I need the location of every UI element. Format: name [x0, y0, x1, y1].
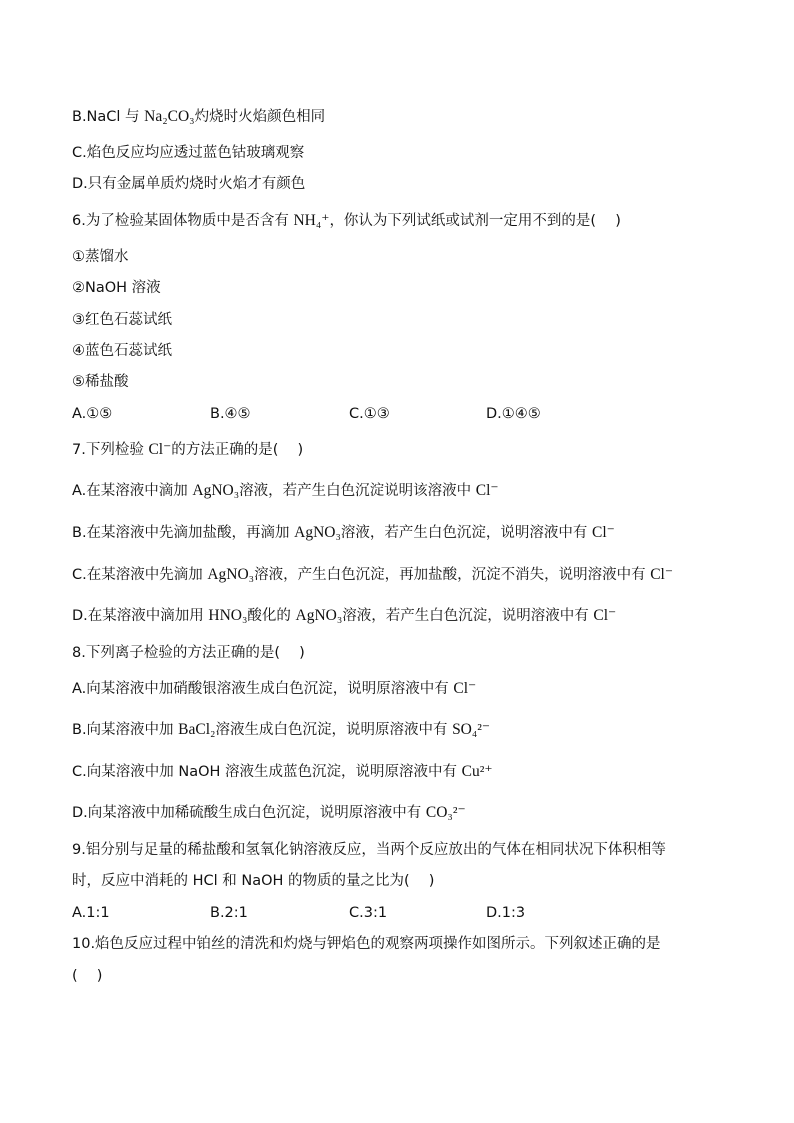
q6-item-3: ③红色石蕊试纸 — [72, 312, 172, 328]
q7-option-a: A.在某溶液中滴加 AgNO₃溶液，若产生白色沉淀说明该溶液中 Cl⁻ — [72, 482, 499, 499]
formula: AgNO₃ — [295, 607, 343, 624]
q9-option-b: B.2:1 — [210, 905, 248, 921]
formula: Cl⁻ — [593, 607, 617, 624]
formula: SO₄²⁻ — [452, 721, 491, 738]
formula: NH₄⁺ — [293, 212, 330, 229]
q10-stem-line-2: ( ) — [72, 968, 103, 984]
q6-item-2: ②NaOH 溶液 — [72, 280, 161, 296]
q8-stem: 8.下列离子检验的方法正确的是( ) — [72, 645, 305, 661]
formula: AgNO₃ — [207, 566, 255, 583]
q7-stem: 7.下列检验 Cl⁻的方法正确的是( ) — [72, 441, 304, 458]
formula: Cl⁻ — [148, 441, 172, 458]
formula: AgNO₃ — [294, 524, 341, 541]
formula: Cl⁻ — [475, 482, 499, 499]
formula: BaCl₂ — [178, 721, 216, 738]
q8-option-a: A.向某溶液中加硝酸银溶液生成白色沉淀，说明原溶液中有 Cl⁻ — [72, 680, 477, 697]
q9-stem-line-2: 时，反应中消耗的 HCl 和 NaOH 的物质的量之比为( ) — [72, 873, 435, 889]
q6-item-5: ⑤稀盐酸 — [72, 374, 129, 390]
q10-stem-line-1: 10.焰色反应过程中铂丝的清洗和灼烧与钾焰色的观察两项操作如图所示。下列叙述正确的是 — [72, 936, 661, 952]
formula: HNO₃ — [208, 607, 248, 624]
q9-option-a: A.1:1 — [72, 905, 110, 921]
q6-stem: 6.为了检验某固体物质中是否含有 NH₄⁺，你认为下列试纸或试剂一定用不到的是( ) — [72, 212, 621, 229]
q6-item-1: ①蒸馏水 — [72, 249, 129, 265]
q9-option-d: D.1:3 — [486, 905, 526, 921]
q8-option-d: D.向某溶液中加稀硫酸生成白色沉淀，说明原溶液中有 CO₃²⁻ — [72, 804, 466, 821]
q7-option-b: B.在某溶液中先滴加盐酸，再滴加 AgNO₃溶液，若产生白色沉淀，说明溶液中有 Cl⁻ — [72, 524, 615, 541]
formula: Cl⁻ — [650, 566, 674, 583]
formula: AgNO₃ — [192, 482, 240, 499]
q6-option-d: D.①④⑤ — [486, 406, 541, 422]
q9-stem-line-1: 9.铝分别与足量的稀盐酸和氢氧化钠溶液反应，当两个反应放出的气体在相同状况下体积相等 — [72, 842, 666, 858]
q8-option-b: B.向某溶液中加 BaCl₂溶液生成白色沉淀，说明原溶液中有 SO₄²⁻ — [72, 721, 491, 738]
formula: Cu²⁺ — [461, 763, 493, 780]
q6-option-a: A.①⑤ — [72, 406, 113, 422]
q6-option-c: C.①③ — [349, 406, 390, 422]
q5-option-d: D.只有金属单质灼烧时火焰才有颜色 — [72, 176, 306, 192]
formula: CO₃²⁻ — [425, 804, 466, 821]
q7-option-c: C.在某溶液中先滴加 AgNO₃溶液，产生白色沉淀，再加盐酸，沉淀不消失，说明溶液中有 Cl⁻ — [72, 566, 674, 583]
q9-option-c: C.3:1 — [349, 905, 388, 921]
q5-option-b: B.NaCl 与 Na₂CO₃灼烧时火焰颜色相同 — [72, 108, 326, 125]
q6-item-4: ④蓝色石蕊试纸 — [72, 343, 172, 359]
q8-option-c: C.向某溶液中加 NaOH 溶液生成蓝色沉淀，说明原溶液中有 Cu²⁺ — [72, 763, 493, 780]
formula: Cl⁻ — [453, 680, 477, 697]
q5-option-c: C.焰色反应均应透过蓝色钴玻璃观察 — [72, 145, 305, 161]
q6-option-b: B.④⑤ — [210, 406, 251, 422]
formula: Na₂CO₃ — [144, 108, 195, 125]
q7-option-d: D.在某溶液中滴加用 HNO₃酸化的 AgNO₃溶液，若产生白色沉淀，说明溶液中有 Cl⁻ — [72, 607, 617, 624]
formula: Cl⁻ — [592, 524, 615, 541]
